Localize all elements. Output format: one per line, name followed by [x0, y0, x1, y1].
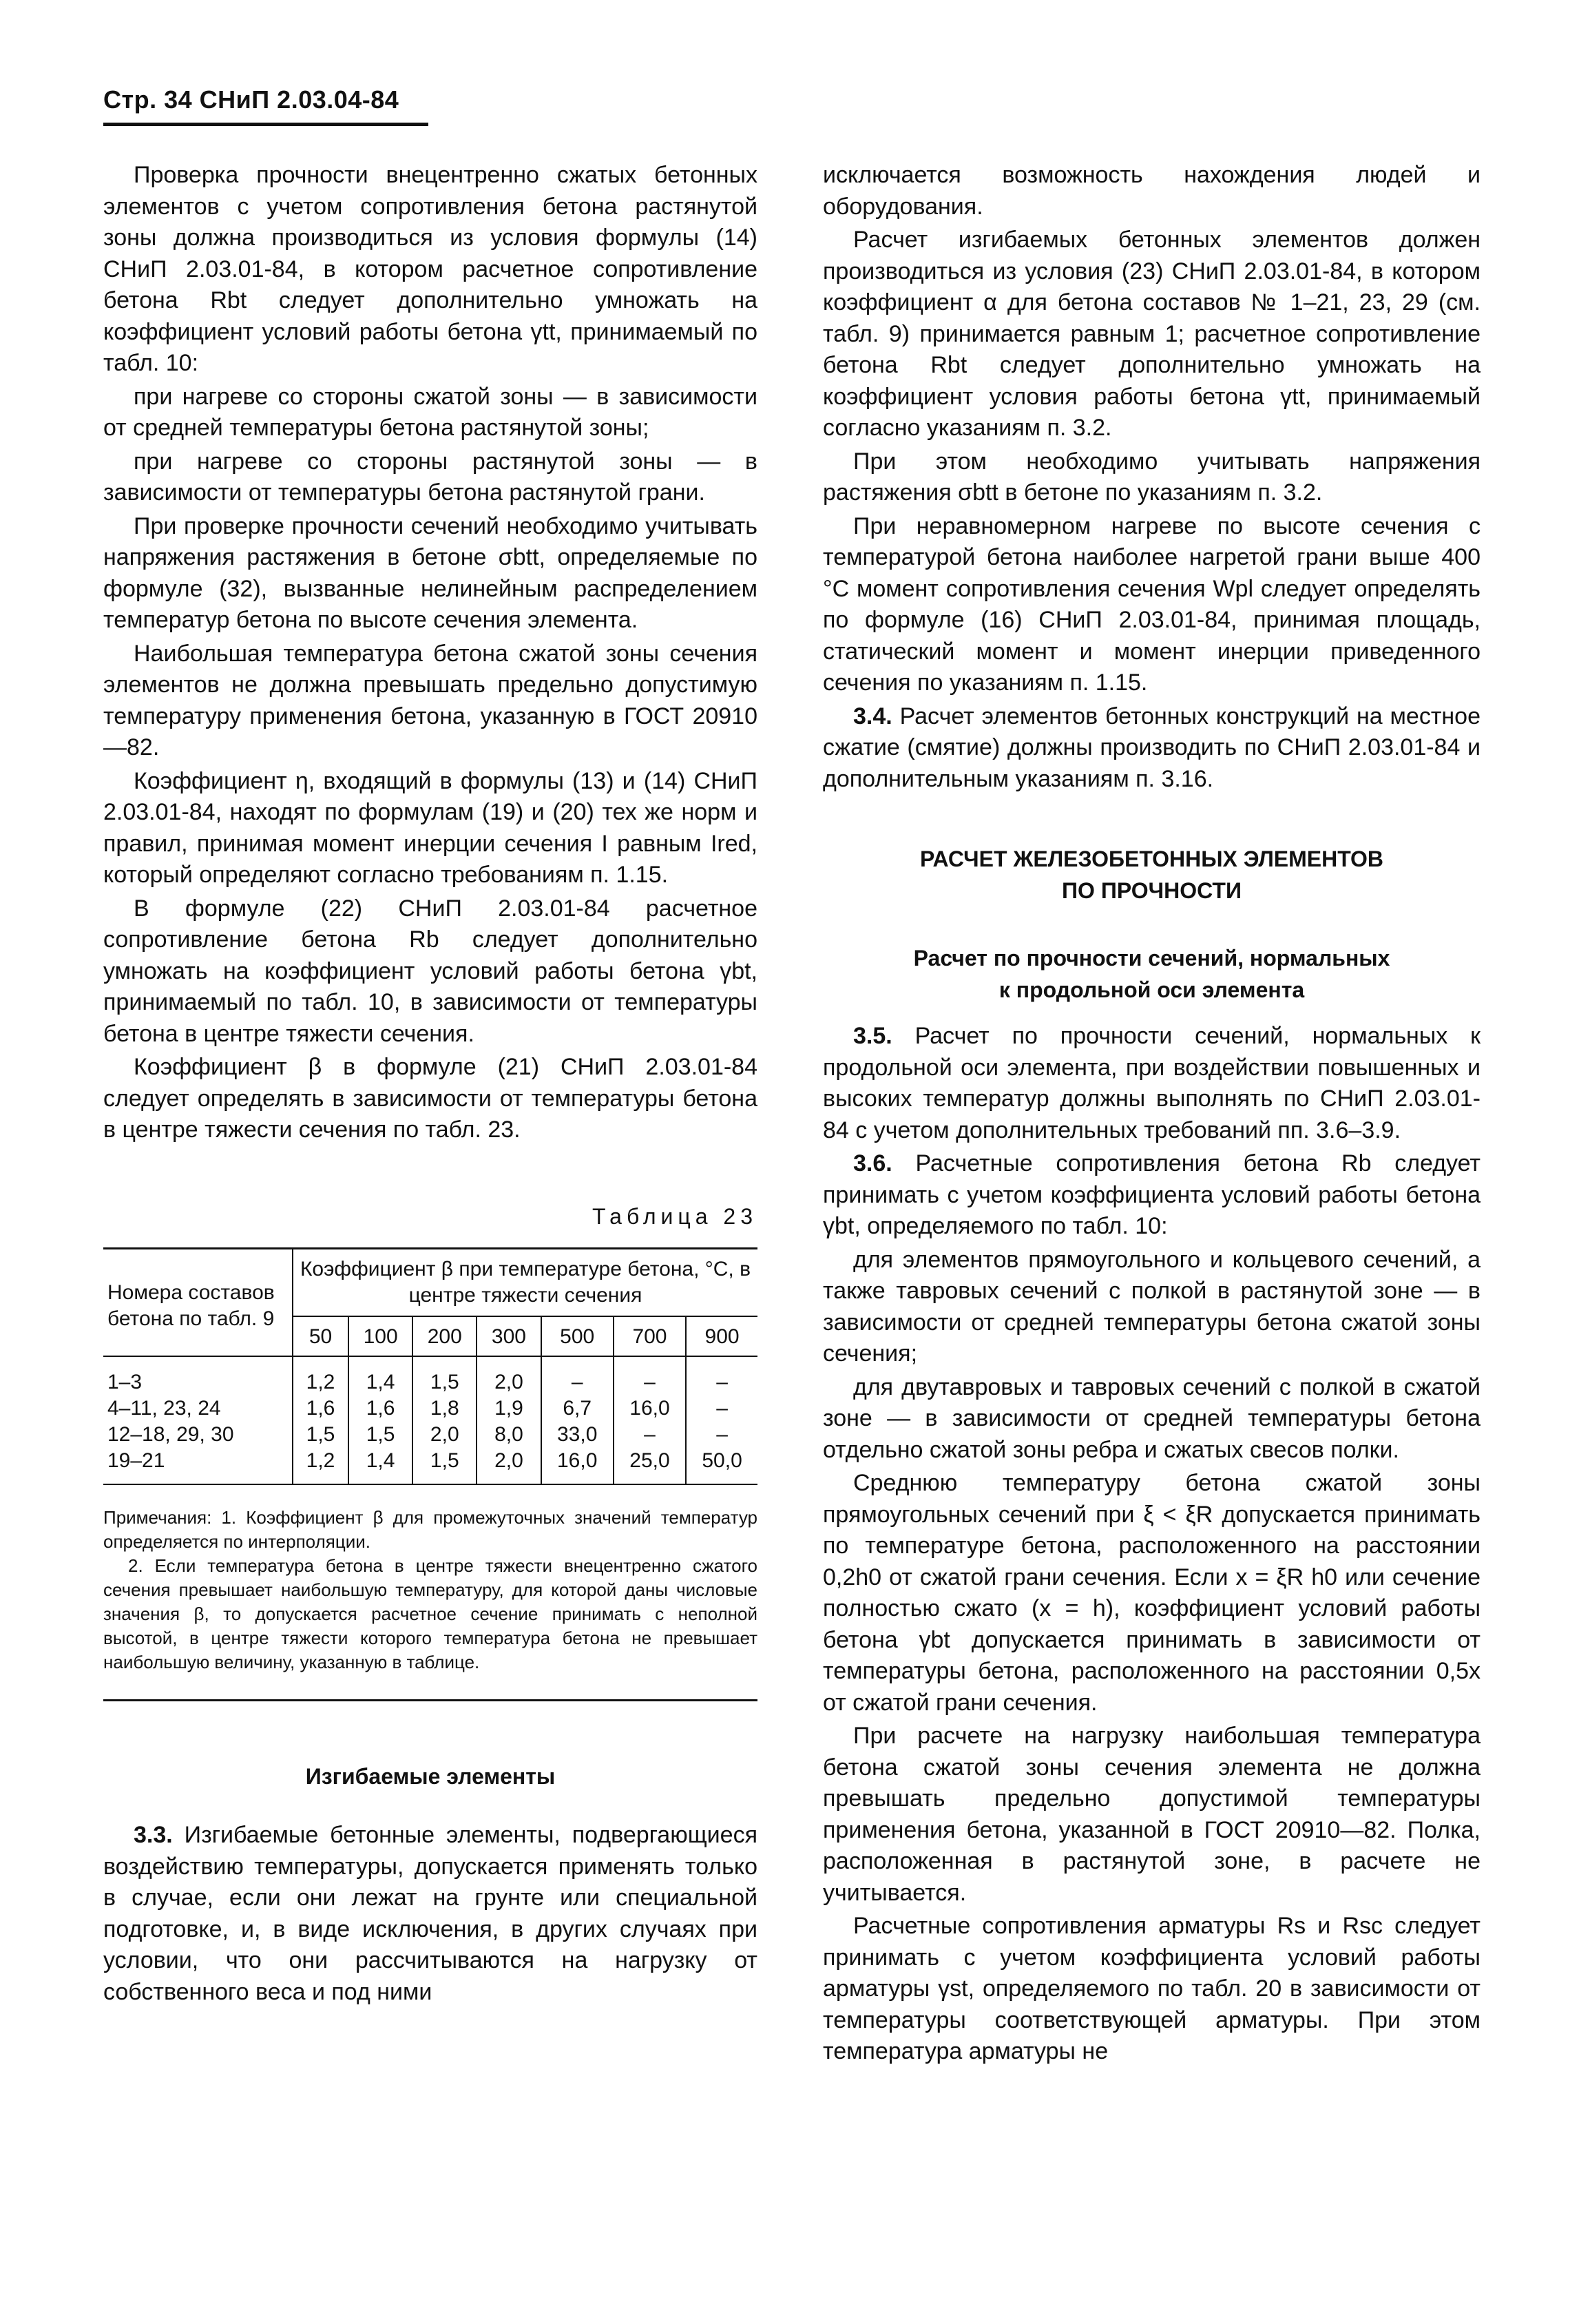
- table-cell: 33,0: [541, 1422, 614, 1448]
- table-note: 2. Если температура бетона в центре тяжести внецентренно сжатого сечения превышает наибольшую температуру, для которой даны числовые значения β, то допускается расчетное сечение принимать с неполной высотой, в центре тяжести которого температура бетона не превышает наибольшую величину, указанную в таблице.: [103, 1555, 757, 1672]
- paragraph: при нагреве со стороны растянутой зоны — в зависимости от температуры бетона растянутой грани.: [103, 448, 757, 506]
- paragraph-text: Изгибаемые бетонные элементы, подвергающиеся воздействию температуры, допускается применять только в случае, если они лежат на грунте или специальной подготовке, и, в виде исключения, в других случаях при условии, что они рассчитываются на нагрузку от собственного веса и под ними: [103, 1822, 757, 2005]
- table-group-header: Коэффициент β при температуре бетона, °С, в центре тяжести сечения: [293, 1249, 757, 1317]
- table-temp-header: 900: [686, 1316, 757, 1356]
- clause-number: 3.3.: [134, 1822, 173, 1848]
- paragraph: Расчет изгибаемых бетонных элементов должен производиться из условия (23) СНиП 2.03.01-84, в котором коэффициент α для бетона составов № 1–21, 23, 29 (см. табл. 9) принимается равным 1; расчетное сопротивление бетона Rbt следует дополнительно умножать на коэффициент условия работы бетона γtt, принимаемый согласно указаниям п. 3.2.: [823, 227, 1481, 441]
- table-cell: 6,7: [541, 1396, 614, 1422]
- table-cell: 1,2: [293, 1369, 348, 1396]
- table-row: [103, 1422, 757, 1448]
- paragraph: Среднюю температуру бетона сжатой зоны прямоугольных сечений при ξ < ξR допускается принимать по температуре бетона, расположенного на расстоянии 0,2h0 от сжатой грани сечения. Если x = ξR h0 или сечение полностью сжато (x = h), коэффициент условий работы бетона γbt допускается принимать в зависимости от температуры бетона, расположенного на расстоянии 0,5x от сжатой грани сечения.: [823, 1470, 1481, 1716]
- table-cell: 1,8: [412, 1396, 477, 1422]
- paragraph-text: Расчет элементов бетонных конструкций на местное сжатие (смятие) должны производить по СНиП 2.03.01-84 и дополнительным указаниям п. 3.16.: [823, 703, 1481, 792]
- paragraph-3-5: [823, 1021, 1481, 1146]
- right-column: [823, 160, 1481, 2070]
- table-cell: 16,0: [614, 1396, 686, 1422]
- paragraph: При этом необходимо учитывать напряжения растяжения σbtt в бетоне по указаниям п. 3.2.: [823, 448, 1481, 506]
- table-cell: 16,0: [541, 1448, 614, 1474]
- table-temp-header: 500: [541, 1316, 614, 1356]
- table-cell: –: [541, 1369, 614, 1396]
- table-23: [103, 1247, 757, 1485]
- table-row: [103, 1448, 757, 1474]
- page-header: Стр. 34 СНиП 2.03.04-84: [103, 85, 428, 126]
- table-cell: 1,4: [348, 1448, 412, 1474]
- subsection-heading: Расчет по прочности сечений, нормальных к продольной оси элемента: [913, 946, 1390, 1002]
- table-notes: [103, 1506, 757, 1674]
- table-temp-header: 200: [412, 1316, 477, 1356]
- table-cell: –: [614, 1369, 686, 1396]
- left-column: [103, 160, 757, 2010]
- table-cell: 1,5: [412, 1448, 477, 1474]
- table-cell: 1,9: [477, 1396, 541, 1422]
- clause-number: 3.5.: [853, 1023, 892, 1049]
- paragraph: Коэффициент η, входящий в формулы (13) и (14) СНиП 2.03.01-84, находят по формулам (19) и (20) тех же норм и правил, принимая момент инерции сечения I равным Ired, который определяют согласно требованиям п. 1.15.: [103, 767, 757, 888]
- paragraph: Коэффициент β в формуле (21) СНиП 2.03.01-84 следует определять в зависимости от температуры бетона в центре тяжести сечения по табл. 23.: [103, 1054, 757, 1143]
- table-cell: –: [614, 1422, 686, 1448]
- paragraph-3-6: [823, 1148, 1481, 1243]
- paragraph-3-3: [103, 1820, 757, 2008]
- table-cell: 12–18, 29, 30: [107, 1423, 234, 1446]
- paragraph-text: Расчет по прочности сечений, нормальных к продольной оси элемента, при воздействии повышенных и высоких температур должны выполнять по СНиП 2.03.01-84 с учетом дополнительных требований пп. 3.6–3.9.: [823, 1023, 1481, 1143]
- paragraph-text: Расчетные сопротивления бетона Rb следует принимать с учетом коэффициента условий работы бетона γbt, определяемого по табл. 10:: [823, 1150, 1481, 1239]
- table-cell: 1,5: [348, 1422, 412, 1448]
- paragraph: При расчете на нагрузку наибольшая температура бетона сжатой зоны сечения элемента не должна превышать предельно допустимой температуры применения бетона, указанной в ГОСТ 20910—82. Полка, расположенная в растянутой зоне, в расчете не учитывается.: [823, 1723, 1481, 1906]
- table-cell: 8,0: [477, 1422, 541, 1448]
- table-cell: 50,0: [686, 1448, 757, 1474]
- table-cell: 1,6: [348, 1396, 412, 1422]
- table-cell: 4–11, 23, 24: [107, 1397, 221, 1420]
- paragraph: Наибольшая температура бетона сжатой зоны сечения элементов не должна превышать предельно допустимую температуру применения бетона, указанную в ГОСТ 20910—82.: [103, 640, 757, 760]
- table-cell: 1,6: [293, 1396, 348, 1422]
- table-row: [103, 1396, 757, 1422]
- table-cell: 25,0: [614, 1448, 686, 1474]
- paragraph: При проверке прочности сечений необходимо учитывать напряжения растяжения в бетоне σbtt, определяемые по формуле (32), вызванные нелинейным распределением температур бетона по высоте сечения элемента.: [103, 512, 757, 633]
- table-temp-header: 50: [293, 1316, 348, 1356]
- section-heading: РАСЧЕТ ЖЕЛЕЗОБЕТОННЫХ ЭЛЕМЕНТОВ ПО ПРОЧНОСТИ: [920, 847, 1383, 903]
- section-heading-bending: Изгибаемые элементы: [305, 1764, 556, 1789]
- table-cell: –: [686, 1369, 757, 1396]
- divider: [103, 1699, 757, 1701]
- paragraph: При неравномерном нагреве по высоте сечения с температурой бетона наиболее нагретой грани выше 400 °С момент сопротивления сечения Wpl следует определять по формуле (16) СНиП 2.03.01-84, принимая площадь, статический момент и момент инерции приведенного сечения по указаниям п. 1.15.: [823, 512, 1481, 696]
- table-cell: 1,5: [412, 1369, 477, 1396]
- paragraph: В формуле (22) СНиП 2.03.01-84 расчетное сопротивление бетона Rb следует дополнительно умножать на коэффициент условий работы бетона γbt, принимаемый по табл. 10, в зависимости от температуры бетона в центре тяжести сечения.: [103, 895, 757, 1047]
- table-col1-header: Номера составов бетона по табл. 9: [103, 1249, 293, 1357]
- clause-number: 3.6.: [853, 1150, 892, 1176]
- paragraph: при нагреве со стороны сжатой зоны — в зависимости от средней температуры бетона растянутой зоны;: [103, 383, 757, 441]
- paragraph: исключается возможность нахождения людей и оборудования.: [823, 162, 1481, 220]
- table-cell: 1–3: [107, 1371, 143, 1393]
- paragraph: Проверка прочности внецентренно сжатых бетонных элементов с учетом сопротивления бетона растянутой зоны должна производиться из условия формулы (14) СНиП 2.03.01-84, в котором расчетное сопротивление бетона Rbt следует дополнительно умножать на коэффициент условий работы бетона γtt, принимаемый по табл. 10:: [103, 162, 757, 376]
- table-cell: 2,0: [412, 1422, 477, 1448]
- table-cell: –: [686, 1422, 757, 1448]
- table-cell: 2,0: [477, 1369, 541, 1396]
- clause-number: 3.4.: [853, 703, 892, 729]
- table-cell: 1,4: [348, 1369, 412, 1396]
- paragraph: для элементов прямоугольного и кольцевого сечений, а также тавровых сечений с полкой в растянутой зоне — в зависимости от средней температуры бетона сжатой зоны сечения;: [823, 1246, 1481, 1367]
- table-temp-header: 100: [348, 1316, 412, 1356]
- paragraph-3-4: [823, 701, 1481, 796]
- table-note: Примечания: 1. Коэффициент β для промежуточных значений температур определяется по интерполяции.: [103, 1507, 757, 1552]
- table-temp-header: 300: [477, 1316, 541, 1356]
- table-cell: 1,2: [293, 1448, 348, 1474]
- paragraph: Расчетные сопротивления арматуры Rs и Rsc следует принимать с учетом коэффициента условий работы арматуры γst, определяемого по табл. 20 в зависимости от температуры соответствующей арматуры. При этом температура арматуры не: [823, 1913, 1481, 2064]
- table-cell: –: [686, 1396, 757, 1422]
- table-row: [103, 1369, 757, 1396]
- table-temp-header: 700: [614, 1316, 686, 1356]
- table-cell: 2,0: [477, 1448, 541, 1474]
- table-cell: 19–21: [107, 1449, 165, 1472]
- table-title: Таблица 23: [592, 1203, 757, 1229]
- table-cell: 1,5: [293, 1422, 348, 1448]
- paragraph: для двутавровых и тавровых сечений с полкой в сжатой зоне — в зависимости от средней температуры бетона отдельно сжатой зоны ребра и сжатых свесов полки.: [823, 1373, 1481, 1463]
